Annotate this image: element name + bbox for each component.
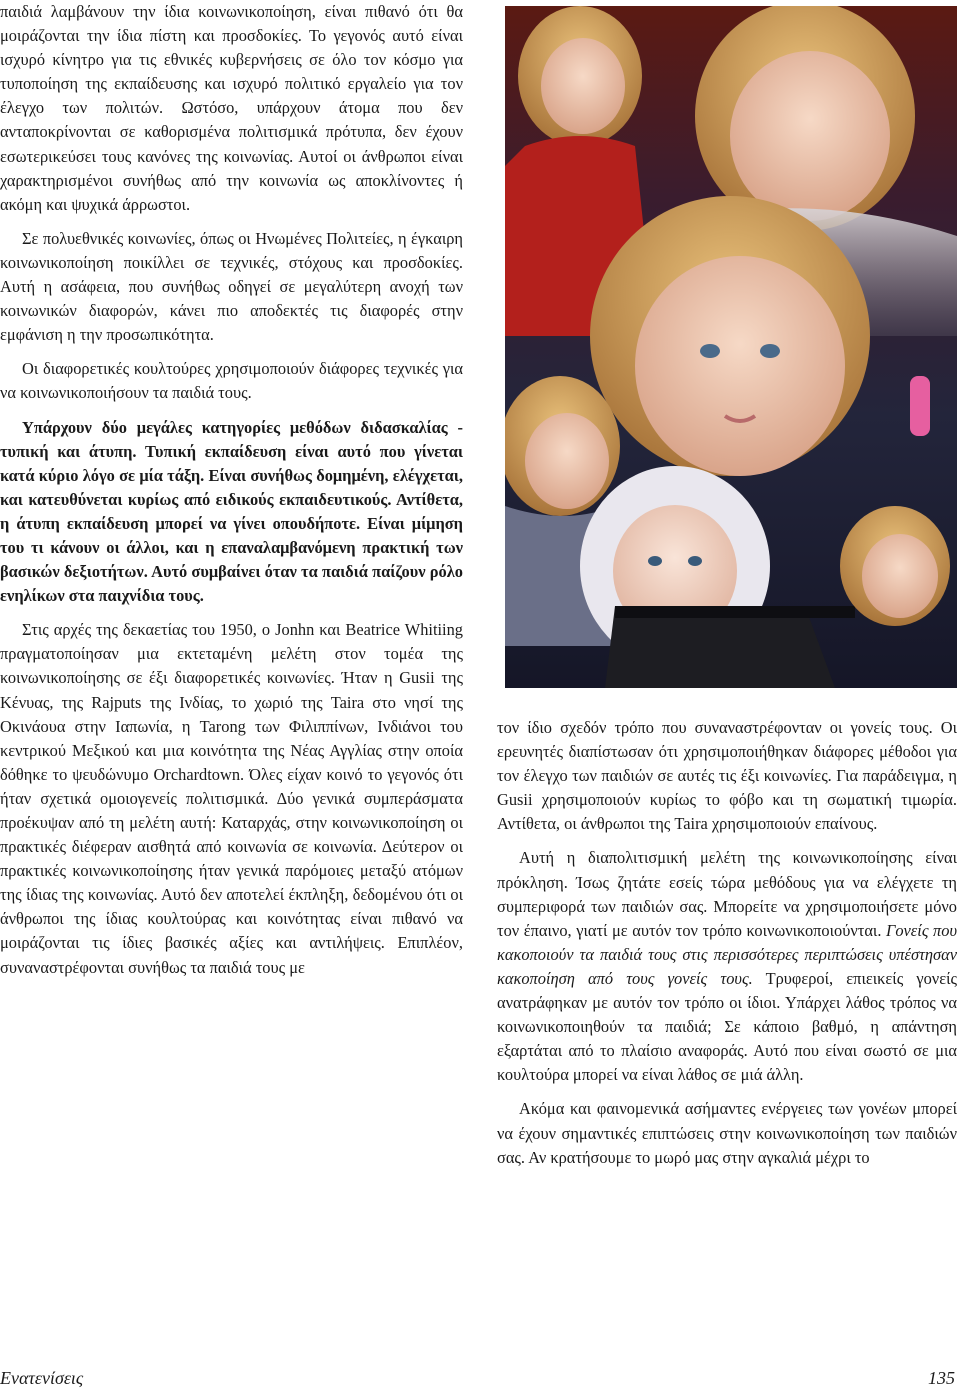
paragraph: Σε πολυεθνικές κοινωνίες, όπως οι Ηνωμένες Πολιτείες, η έγκαιρη κοινωνικοποίηση ποικίλλει σε τεχνικές, στόχους και προσδοκίες. Αυτή η ασάφεια, που συνήθως οδηγεί σε μεγαλύτερη ανοχή των κοινωνικών διαφορών, κάνει πιο αποδεκτές τις διαφορές στην εμφάνιση η την προσωπικότητα. (0, 228, 463, 345)
paragraph: Ακόμα και φαινομενικά ασήμαντες ενέργειες των γονέων μπορεί να έχουν σημαντικές επιπτώσεις στην κοινωνικοποίηση των παιδιών σας. Αν κρατήσουμε το μωρό μας στην αγκαλιά μέχρι το (497, 1099, 957, 1167)
paragraph: Στις αρχές της δεκαετίας του 1950, ο Jonhn και Beatrice Whitiing πραγματοποίησαν μια εκτεταμένη μελέτη στον τομέα της κοινωνικοποίησης σε έξι διαφορετικές κοινωνίες. Ήταν η Gusii της Κένυας, της Rajputs της Ινδίας, το χωριό της Taira στο νησί της Οκινάουα στην Ιαπωνία, η Tarong των Φιλιππίνων, Ινδιάνοι του κεντρικού Μεξικού και μια κοινότητα της Νέας Αγγλίας στην οποία δόθηκε το ψευδώνυμο Orchardtown. Όλες είχαν κοινό το γεγονός ότι ήταν σχετικά ομοιογενείς πολιτισμικά. Δύο γενικά συμπεράσματα προέκυψαν από τη μελέτη αυτή: Καταρχάς, στην κοινωνικοποίηση οι πρακτικές διέφεραν αισθητά από κοινωνία σε κοινωνία. Δεύτερον οι πρακτικές κοινωνικοποίησης ήταν γενικά παρόμοιες μεταξύ ατόμων της ίδιας της κοινωνίας. Αυτό δεν αποτελεί έκπληξη, δεδομένου ότι οι άνθρωποι της ίδιας κουλτούρας και κοινότητας είναι πιθανό να μοιράζονται τις ίδιες βασικές αξίες και αντιλήψεις. Επιπλέον, συναναστρέφονται συνήθως τα παιδιά τους με (0, 620, 463, 977)
paragraph: παιδιά λαμβάνουν την ίδια κοινωνικοποίηση, είναι πιθανό ότι θα μοιράζονται την ίδια πίστη και προσδοκίες. Το γεγονός αυτό είναι ισχυρό κίνητρο για τις εθνικές κυβερνήσεις σε όλο τον κόσμο για τυποποίηση της εκπαίδευσης και ισχυρό πολιτικό εργαλείο για τον έλεγχο των πολιτών. Ωστόσο, υπάρχουν άτομα που δεν ανταποκρίνονται σε καθορισμένα πολιτισμικά πρότυπα, δεν έχουν εσωτερικεύσει τους κανόνες της κοινωνίας. Αυτοί οι άνθρωποι είναι χαρακτηρισμένοι συνήθως από την κοινωνία ως αποκλίνοντες ή ακόμη και ψυχικά άρρωστοι. (0, 2, 463, 214)
italic-text: Γονείς που κακοποιούν τα παιδιά τους στις περισσότερες περιπτώσεις υπέστησαν κακοποίηση από τους γονείς τους. (497, 920, 957, 988)
paragraph-with-italic (497, 846, 957, 1087)
page-number: 135 (928, 1368, 955, 1388)
magazine-title: Ενατενίσεις (0, 1368, 84, 1388)
right-text-column (497, 716, 957, 1180)
paragraph-text: Αυτή η διαπολιτισμική μελέτη της κοινωνικοποίησης είναι πρόκληση. Ίσως ζητάτε εσείς τώρα μεθόδους για να ελέγχετε τη συμπεριφορά των παιδιών σας. Μπορείτε να χρησιμοποιήσετε μόνο τον έπαινο, γιατί με αυτόν τον τρόπο κοινωνικοποιούνται. (497, 848, 957, 940)
bold-paragraph: Υπάρχουν δύο μεγάλες κατηγορίες μεθόδων διδασκαλίας - τυπική και άτυπη. Τυπική εκπαίδευση είναι αυτό που γίνεται κατά κύριο λόγο σε μία τάξη. Είναι συνήθως δομημένη, ελέγχεται, και κατευθύνεται κυρίως από ειδικούς εκπαιδευτικούς. Αντίθετα, η άτυπη εκπαίδευση μπορεί να γίνει οπουδήποτε. Είναι μίμηση του τι κάνουν οι άλλοι, και η επαναλαμβανόμενη πρακτική των βασικών δεξιοτήτων. Αυτό συμβαίνει όταν τα παιδιά παίζουν ρόλο ενηλίκων στα παιχνίδια τους. (0, 417, 463, 606)
children-collage-photo (505, 6, 957, 688)
paragraph-text: Τρυφεροί, επιεικείς γονείς ανατράφηκαν με αυτόν τον τρόπο οι ίδιοι. Υπάρχει λάθος τρόπος να κοινωνικοποιηθούν τα παιδιά; Σε κάποιο βαθμό, η απάντηση εξαρτάται από το πλαίσιο αναφοράς. Αυτό που είναι σωστό σε μια κουλτούρα μπορεί να είναι λάθος σε μιά άλλη. (497, 968, 957, 1085)
photo-illustration (505, 6, 957, 688)
paragraph: τον ίδιο σχεδόν τρόπο που συναναστρέφονταν οι γονείς τους. Οι ερευνητές διαπίστωσαν ότι χρησιμοποιήθηκαν διάφορες μέθοδοι για τον έλεγχο των παιδιών σε αυτές τις έξι κοινωνίες. Για παράδειγμα, η Gusii χρησιμοποιούν κυρίως το φόβο και τη σωματική τιμωρία. Αντίθετα, οι άνθρωποι της Taira χρησιμοποιούν επαίνους. (497, 718, 957, 834)
left-text-column (0, 0, 463, 990)
paragraph: Οι διαφορετικές κουλτούρες χρησιμοποιούν διάφορες τεχνικές για να κοινωνικοποιήσουν τα παιδιά τους. (0, 359, 463, 403)
